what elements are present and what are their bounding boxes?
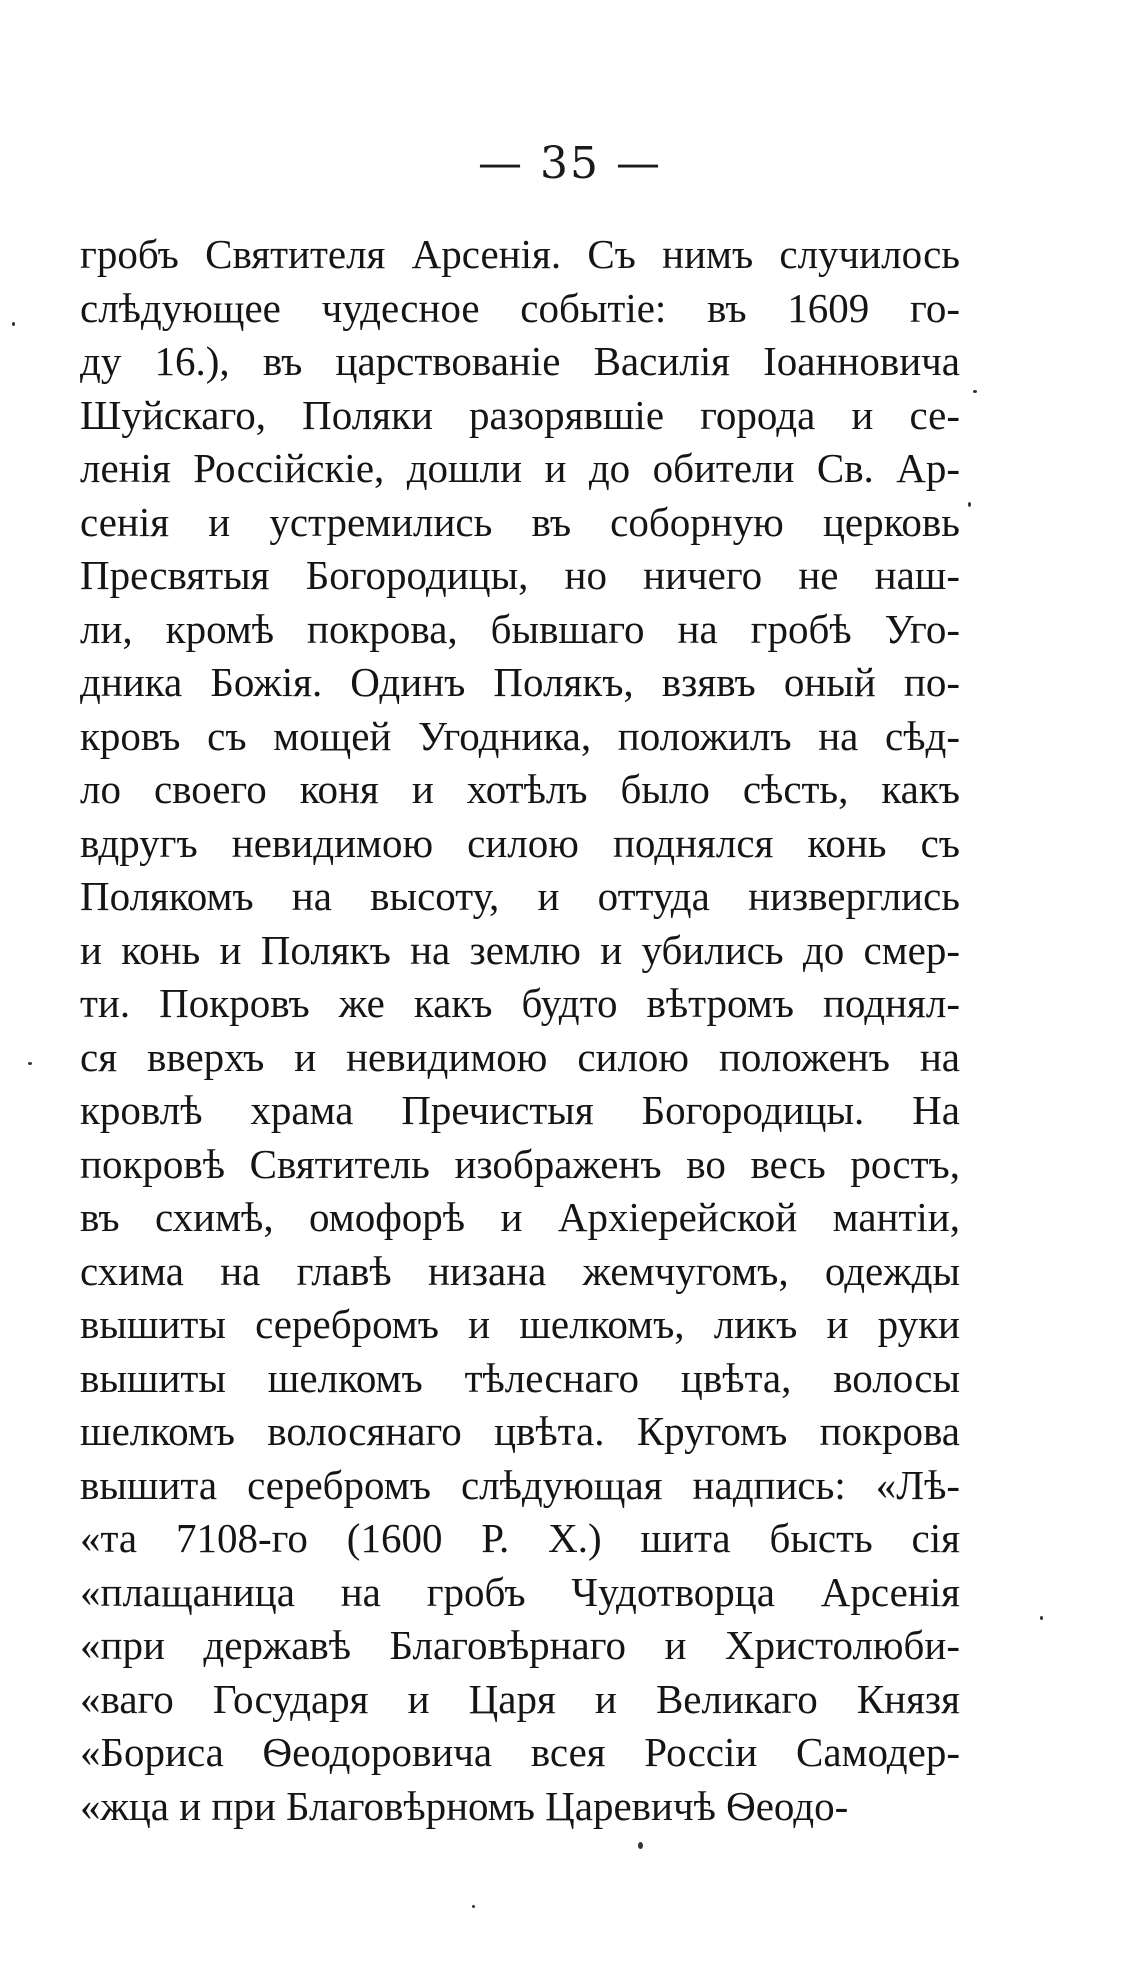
text-line: гробъ Святителя Арсенія. Съ нимъ случилось [80, 231, 960, 277]
text-line: вдругъ невидимою силою поднялся конь съ [80, 819, 960, 866]
text-line: кровлѣ храма Пречистыя Богородицы. На [80, 1087, 960, 1133]
text-line: ли, кромѣ покрова, бывшаго на гробѣ Уго- [80, 605, 960, 652]
text-line: ленія Россійскіе, дошли и до обители Св. Ар- [80, 445, 960, 491]
text-line: слѣдующее чудесное событіе: въ 1609 го- [80, 284, 960, 331]
scan-speck [968, 502, 971, 507]
text-line: ся вверхъ и невидимою силою положенъ на [80, 1033, 960, 1080]
text-line: «Бориса Ѳеодоровича всея Россіи Самодер- [80, 1729, 960, 1775]
text-line: Пресвятыя Богородицы, но ничего не наш- [80, 552, 960, 598]
page-number: — 35 — [478, 138, 662, 189]
text-line: «та 7108-го (1600 Р. Х.) шита бысть сія [80, 1515, 960, 1561]
text-line: вышиты серебромъ и шелкомъ, ликъ и руки [80, 1301, 960, 1347]
text-line: сенія и устремились въ соборную церковь [80, 498, 960, 545]
text-line: «ваго Государя и Царя и Великаго Князя [80, 1675, 960, 1722]
text-line: ти. Покровъ же какъ будто вѣтромъ поднял- [80, 980, 960, 1026]
text-line: кровъ съ мощей Угодника, положилъ на сѣд- [80, 712, 960, 759]
scan-speck [1040, 1616, 1043, 1620]
text-line: «при державѣ Благовѣрнаго и Христолюби- [80, 1622, 960, 1668]
text-line: вышита серебромъ слѣдующая надпись: «Лѣ- [80, 1461, 960, 1508]
body-text [80, 228, 960, 1833]
scan-speck [12, 322, 15, 326]
text-line: «жца и при Благовѣрномъ Царевичѣ Ѳеодо- [80, 1782, 849, 1829]
text-line: Полякомъ на высоту, и оттуда низверглись [80, 873, 960, 919]
text-line: покровѣ Святитель изображенъ во весь ростъ, [80, 1140, 960, 1187]
text-line: дника Божія. Одинъ Полякъ, взявъ оный по- [80, 659, 960, 705]
text-line: ду 16.), въ царствованіе Василія Іоанновича [80, 338, 960, 384]
text-line: и конь и Полякъ на землю и убились до смер- [80, 926, 960, 973]
scan-speck [472, 1905, 475, 1908]
text-line: въ схимѣ, омофорѣ и Архіерейской мантіи, [80, 1194, 960, 1240]
text-line: вышиты шелкомъ тѣлеснаго цвѣта, волосы [80, 1354, 960, 1401]
scan-speck [638, 1842, 643, 1849]
text-line: схима на главѣ низана жемчугомъ, одежды [80, 1247, 960, 1294]
text-line: «плащаница на гробъ Чудотворца Арсенія [80, 1568, 960, 1615]
scan-speck [28, 1062, 32, 1065]
text-line: Шуйскаго, Поляки разорявшіе города и се- [80, 391, 960, 438]
text-line: ло своего коня и хотѣлъ было сѣсть, какъ [80, 766, 960, 812]
scan-speck [973, 390, 977, 393]
text-line: шелкомъ волосянаго цвѣта. Кругомъ покрова [80, 1408, 960, 1454]
